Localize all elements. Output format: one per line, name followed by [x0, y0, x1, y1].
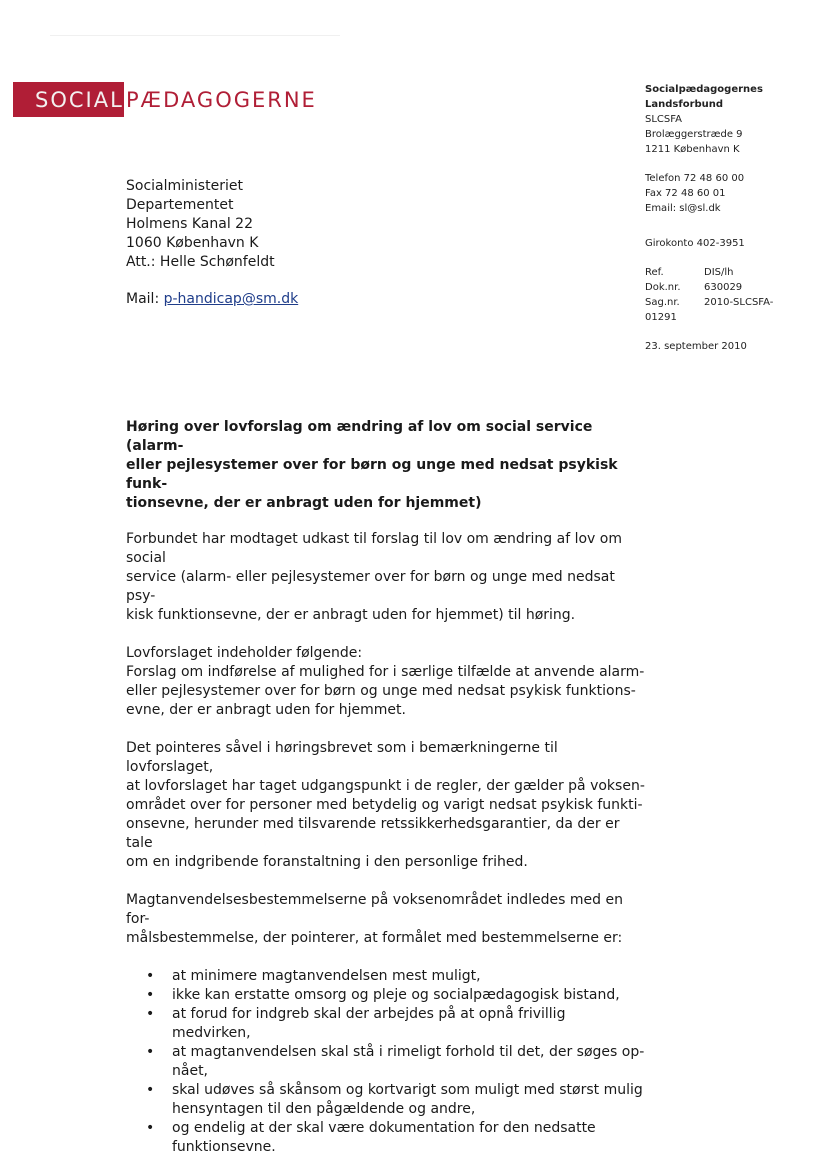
text-line: service (alarm- eller pejlesystemer over for børn og unge med nedsat psy- — [126, 569, 615, 604]
sender-fax: Fax 72 48 60 01 — [645, 188, 726, 199]
text-line: området over for personer med betydelig og varigt nedsat psykisk funkti- — [126, 797, 643, 813]
text-line: hensyntagen til den pågældende og andre, — [172, 1101, 476, 1117]
purpose-bullet-list — [126, 967, 646, 1157]
sender-giro: Girokonto 402-3951 — [645, 238, 745, 249]
sender-phone: Telefon 72 48 60 00 — [645, 173, 745, 184]
paragraph-proposal-content — [126, 644, 646, 720]
text-line: • skal udøves så skånsom og kortvarigt som muligt med størst mulig — [172, 1082, 643, 1098]
case-number-continuation: 01291 — [645, 312, 677, 323]
heading-line: Høring over lovforslag om ændring af lov om social service (alarm- — [126, 419, 593, 454]
letter-body — [126, 418, 646, 1157]
paragraph-intro — [126, 530, 646, 625]
mail-link[interactable]: p-handicap@sm.dk — [163, 291, 299, 307]
organization-logo — [13, 82, 318, 117]
bullet-item — [172, 1081, 646, 1119]
sender-org-line-2: Landsforbund — [645, 99, 724, 110]
recipient-line: Att.: Helle Schønfeldt — [126, 254, 275, 270]
sender-street: Brolæggerstræde 9 — [645, 129, 743, 140]
text-line: Lovforslaget indeholder følgende: — [126, 645, 363, 661]
text-line: • at magtanvendelsen skal stå i rimeligt forhold til det, der søges op- — [172, 1044, 645, 1060]
paragraph-purpose — [126, 891, 646, 948]
recipient-line: 1060 København K — [126, 235, 259, 251]
recipient-line: Holmens Kanal 22 — [126, 216, 253, 232]
sender-org-line-1: Socialpædagogernes — [645, 84, 763, 95]
text-line: Forslag om indførelse af mulighed for i særlige tilfælde at anvende alarm- — [126, 664, 645, 680]
text-line: • at minimere magtanvendelsen mest muligt, — [172, 968, 481, 984]
heading-line: tionsevne, der er anbragt uden for hjemmet) — [126, 495, 482, 511]
text-line: nået, — [172, 1063, 209, 1079]
text-line: • og endelig at der skal være dokumentation for den nedsatte — [172, 1120, 596, 1136]
bullet-item — [172, 967, 646, 986]
bullet-item — [172, 986, 646, 1005]
recipient-mail — [126, 290, 298, 309]
recipient-address-block — [126, 177, 275, 272]
ref-value: DIS/lh — [704, 267, 734, 278]
paragraph-pointed-out — [126, 739, 646, 872]
letter-heading — [126, 418, 646, 513]
text-line: eller pejlesystemer over for børn og unge med nedsat psykisk funktions- — [126, 683, 636, 699]
bullet-item — [172, 1043, 646, 1081]
text-line: kisk funktionsevne, der er anbragt uden for hjemmet) til høring. — [126, 607, 576, 623]
case-number-value: 2010-SLCSFA- — [704, 297, 774, 308]
text-line: at lovforslaget har taget udgangspunkt i de regler, der gælder på voksen- — [126, 778, 645, 794]
doc-number-value: 630029 — [704, 282, 743, 293]
doc-number-label: Dok.nr. — [645, 282, 681, 293]
sender-city: 1211 København K — [645, 144, 740, 155]
heading-line: eller pejlesystemer over for børn og unge med nedsat psykisk funk- — [126, 457, 618, 492]
logo-text-social: SOCIAL — [35, 88, 124, 112]
recipient-line: Socialministeriet — [126, 178, 243, 194]
text-line: • ikke kan erstatte omsorg og pleje og socialpædagogisk bistand, — [172, 987, 620, 1003]
text-line: Magtanvendelsesbestemmelserne på voksenområdet indledes med en for- — [126, 892, 623, 927]
text-line: funktionsevne. — [172, 1139, 276, 1155]
logo-text-paedagogerne: PÆDAGOGERNE — [126, 88, 317, 112]
ref-label: Ref. — [645, 267, 664, 278]
text-line: evne, der er anbragt uden for hjemmet. — [126, 702, 406, 718]
text-line: om en indgribende foranstaltning i den personlige frihed. — [126, 854, 528, 870]
sender-unit: SLCSFA — [645, 114, 682, 125]
sender-email: Email: sl@sl.dk — [645, 203, 721, 214]
recipient-line: Departementet — [126, 197, 234, 213]
text-line: • at forud for indgreb skal der arbejdes på at opnå frivillig medvirken, — [172, 1006, 566, 1041]
text-line: onsevne, herunder med tilsvarende retssikkerhedsgarantier, da der er tale — [126, 816, 620, 851]
letter-date: 23. september 2010 — [645, 341, 747, 352]
text-line: målsbestemmelse, der pointerer, at formålet med bestemmelserne er: — [126, 930, 623, 946]
text-line: Forbundet har modtaget udkast til forslag til lov om ændring af lov om social — [126, 531, 622, 566]
bullet-item — [172, 1119, 646, 1157]
scan-artifact-line — [50, 35, 340, 36]
mail-label: Mail: — [126, 291, 164, 307]
text-line: Det pointeres såvel i høringsbrevet som i bemærkningerne til lovforslaget, — [126, 740, 558, 775]
case-number-label: Sag.nr. — [645, 297, 680, 308]
reference-table — [645, 265, 773, 310]
bullet-item — [172, 1005, 646, 1043]
sender-address-block — [645, 82, 773, 354]
